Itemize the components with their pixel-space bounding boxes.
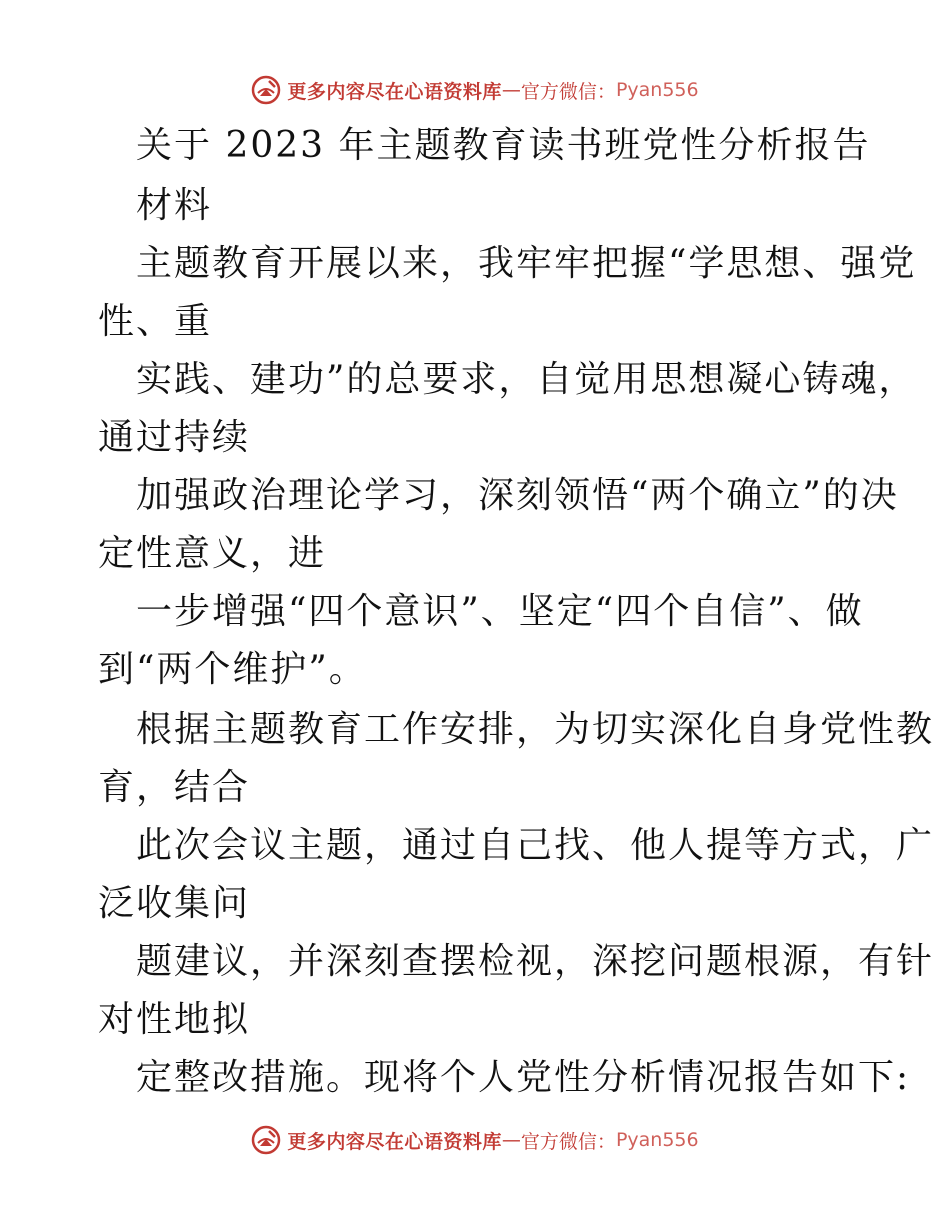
paragraph-line: 一步增强“四个意识”、坚定“四个自信”、做 bbox=[136, 591, 864, 632]
paragraph-line: 泛收集问 bbox=[98, 883, 251, 924]
watermark-wechat-id: Pyan556 bbox=[615, 1129, 699, 1151]
paragraph-line: 到“两个维护”。 bbox=[98, 649, 367, 690]
watermark-wechat-label: 官方微信： bbox=[520, 80, 616, 103]
paragraph-line: 育，结合 bbox=[98, 767, 251, 808]
paragraph-line: 定整改措施。现将个人党性分析情况报告如下: bbox=[136, 1057, 911, 1098]
document-title-line-2: 材料 bbox=[136, 185, 213, 226]
header-watermark bbox=[0, 70, 950, 110]
paragraph-line: 主题教育开展以来，我牢牢把握“学思想、强党 bbox=[136, 243, 917, 284]
paragraph-line: 定性意义，进 bbox=[98, 533, 327, 574]
watermark-text: 更多内容尽在心语资料库 bbox=[287, 1130, 502, 1153]
watermark-dash: — bbox=[501, 79, 521, 101]
watermark-dash: — bbox=[501, 1129, 521, 1151]
book-pen-logo-icon bbox=[251, 75, 281, 105]
paragraph-line: 实践、建功”的总要求，自觉用思想凝心铸魂， bbox=[136, 359, 917, 400]
watermark-wechat-id: Pyan556 bbox=[615, 79, 699, 101]
paragraph-line: 题建议，并深刻查摆检视，深挖问题根源，有针 bbox=[136, 941, 935, 982]
paragraph-line: 性、重 bbox=[98, 301, 213, 342]
paragraph-line: 加强政治理论学习，深刻领悟“两个确立”的决 bbox=[136, 475, 899, 516]
paragraph-line: 对性地拟 bbox=[98, 999, 251, 1040]
watermark-wechat-label: 官方微信： bbox=[520, 1130, 616, 1153]
document-title-line-1: 关于 2023 年主题教育读书班党性分析报告 bbox=[136, 125, 871, 166]
book-pen-logo-icon bbox=[251, 1125, 281, 1155]
paragraph-line: 根据主题教育工作安排，为切实深化自身党性教 bbox=[136, 709, 935, 750]
footer-watermark bbox=[0, 1120, 950, 1160]
paragraph-line: 此次会议主题，通过自己找、他人提等方式，广 bbox=[136, 825, 935, 866]
watermark-text: 更多内容尽在心语资料库 bbox=[287, 80, 502, 103]
paragraph-line: 通过持续 bbox=[98, 417, 251, 458]
